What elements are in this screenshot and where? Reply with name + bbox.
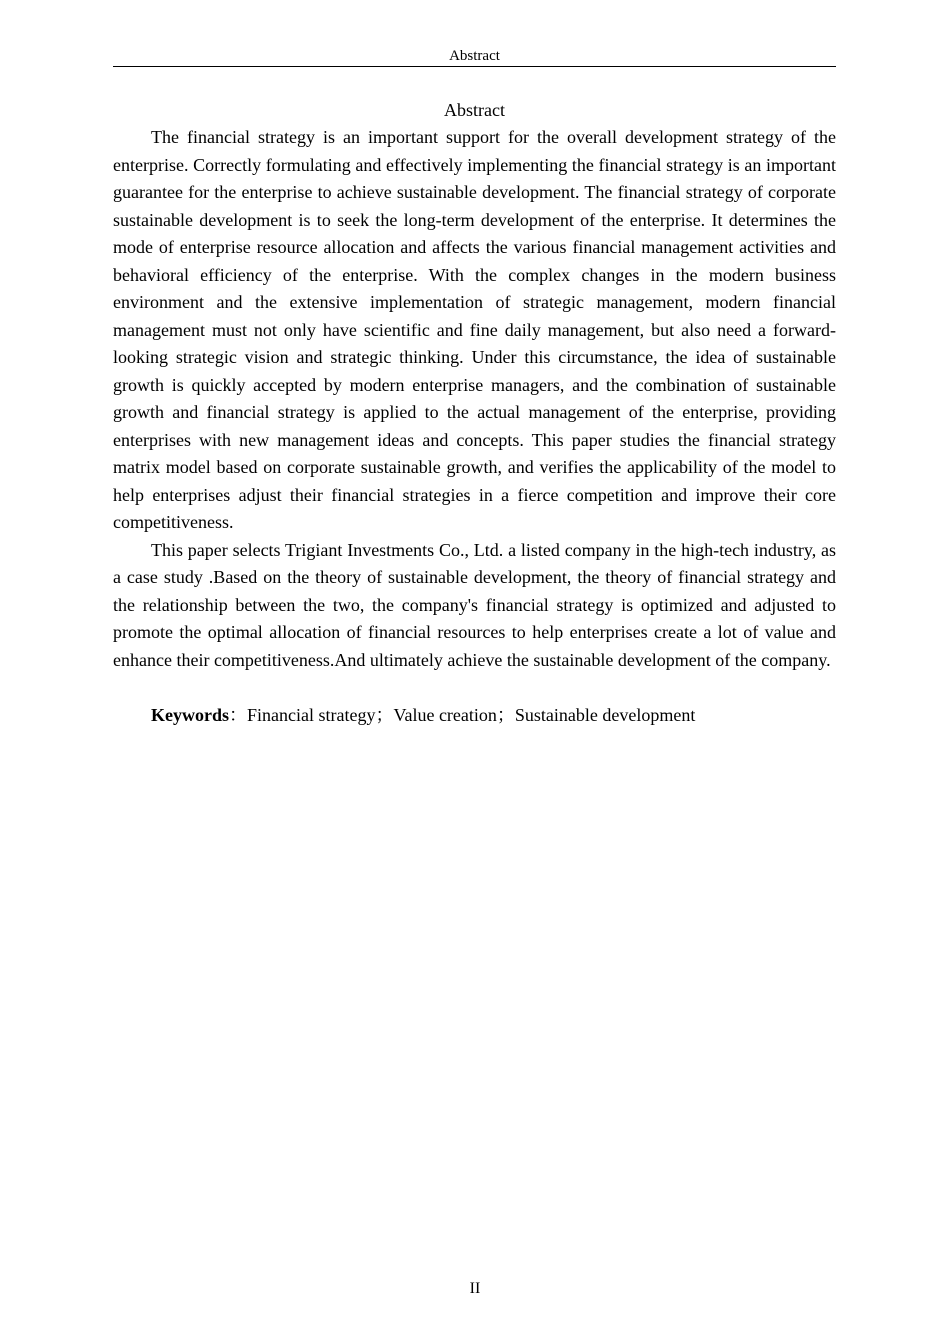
keywords-separator: ： <box>229 705 247 725</box>
running-header: Abstract <box>113 46 836 67</box>
page-number: II <box>469 1280 481 1297</box>
keywords-label: Keywords <box>151 705 229 725</box>
page-title: Abstract <box>444 100 505 120</box>
keywords-line <box>113 702 836 730</box>
abstract-body <box>113 97 836 730</box>
keywords-text: Financial strategy；Value creation；Sustainable development <box>247 705 696 725</box>
abstract-paragraph-2: This paper selects Trigiant Investments Co., Ltd. a listed company in the high-tech industry, as a case study .Based on the theory of sustainable development, the theory of financial strategy and the relationship between the two, the company's financial strategy is optimized and adjusted to promote the optimal allocation of financial resources to help enterprises create a lot of value and enhance their competitiveness.And ultimately achieve the sustainable development of the company. <box>113 539 836 670</box>
abstract-paragraph-1: The financial strategy is an important support for the overall development strategy of the enterprise. Correctly formulating and effectively implementing the financial strategy is an important guarantee for the enterprise to achieve sustainable development. The financial strategy of corporate sustainable development is to seek the long-term development of the enterprise. It determines the mode of enterprise resource allocation and affects the various financial management activities and behavioral efficiency of the enterprise. With the complex changes in the modern business environment and the extensive implementation of strategic management, modern financial management must not only have scientific and fine daily management, but also need a forward-looking strategic vision and strategic thinking. Under this circumstance, the idea of sustainable growth is quickly accepted by modern enterprise managers, and the combination of sustainable growth and financial strategy is applied to the actual management of the enterprise, providing enterprises with new management ideas and concepts. This paper studies the financial strategy matrix model based on corporate sustainable growth, and verifies the applicability of the model to help enterprises adjust their financial strategies in a fierce competition and improve their core competitiveness. <box>113 127 836 532</box>
